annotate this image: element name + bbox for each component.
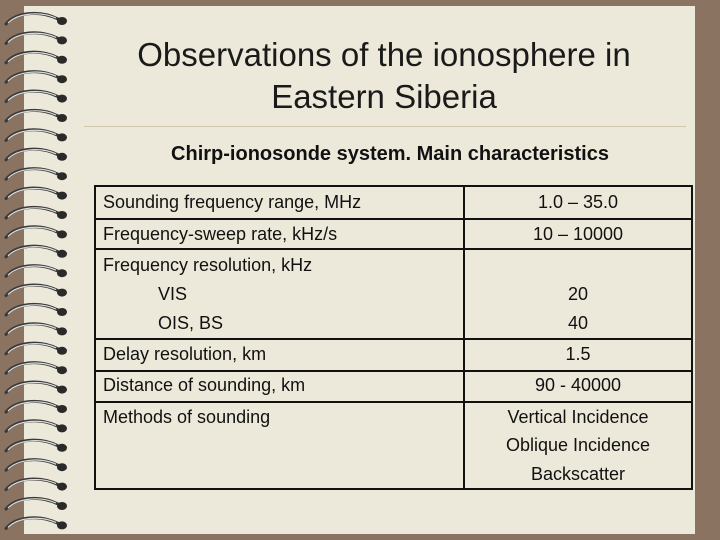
spiral-loop [6, 13, 67, 25]
row-label-distance: Distance of sounding, km [103, 375, 306, 395]
row-label-frequency-range: Sounding frequency range, MHz [103, 192, 362, 212]
row-divider [96, 248, 691, 250]
row-value-distance: 90 - 40000 [534, 375, 622, 395]
spiral-loop [6, 130, 67, 142]
spiral-loop [6, 518, 67, 530]
spiral-loop [6, 460, 67, 472]
spiral-binding-icon [0, 0, 90, 540]
row-value-vertical-incidence: Vertical Incidence [507, 407, 649, 427]
slide-title [90, 34, 678, 118]
row-label-delay-resolution: Delay resolution, km [103, 344, 267, 364]
row-value-sweep-rate: 10 – 10000 [532, 224, 624, 244]
title-line-1: Observations of the ionosphere in [137, 36, 631, 73]
spiral-loop [6, 382, 67, 394]
spiral-loop [6, 363, 67, 375]
spiral-loop [6, 285, 67, 297]
row-value-delay-resolution: 1.5 [565, 344, 591, 364]
spiral-loop [6, 343, 67, 355]
spiral-loop [6, 246, 67, 258]
spiral-loop [6, 304, 67, 316]
spiral-loop [6, 227, 67, 239]
spiral-loop [6, 440, 67, 452]
title-line-2: Eastern Siberia [271, 78, 497, 115]
spiral-loop [6, 266, 67, 278]
row-value-ois-bs: 40 [567, 313, 589, 333]
spiral-loop [6, 169, 67, 181]
spiral-loop [6, 52, 67, 64]
spiral-loop [6, 149, 67, 161]
spiral-loop [6, 188, 67, 200]
row-value-backscatter: Backscatter [530, 464, 626, 484]
row-value-vis: 20 [567, 284, 589, 304]
spiral-loop [6, 401, 67, 413]
spiral-loop [6, 33, 67, 45]
spiral-loop [6, 498, 67, 510]
characteristics-table [94, 185, 693, 490]
row-value-frequency-range: 1.0 – 35.0 [537, 192, 619, 212]
spiral-loop [6, 421, 67, 433]
row-label-sweep-rate: Frequency-sweep rate, kHz/s [103, 224, 338, 244]
row-label-methods: Methods of sounding [103, 407, 271, 427]
row-label-frequency-resolution: Frequency resolution, kHz [103, 255, 313, 275]
row-sublabel-vis: VIS [158, 284, 188, 304]
spiral-loop [6, 324, 67, 336]
spiral-loop [6, 72, 67, 84]
row-value-oblique-incidence: Oblique Incidence [505, 435, 651, 455]
spiral-loop [6, 91, 67, 103]
slide-subtitle: Chirp-ionosonde system. Main characteristics [171, 143, 609, 165]
spiral-loop [6, 207, 67, 219]
spiral-loop [6, 479, 67, 491]
row-sublabel-ois-bs: OIS, BS [158, 313, 224, 333]
title-divider [84, 126, 686, 127]
spiral-loop [6, 110, 67, 122]
